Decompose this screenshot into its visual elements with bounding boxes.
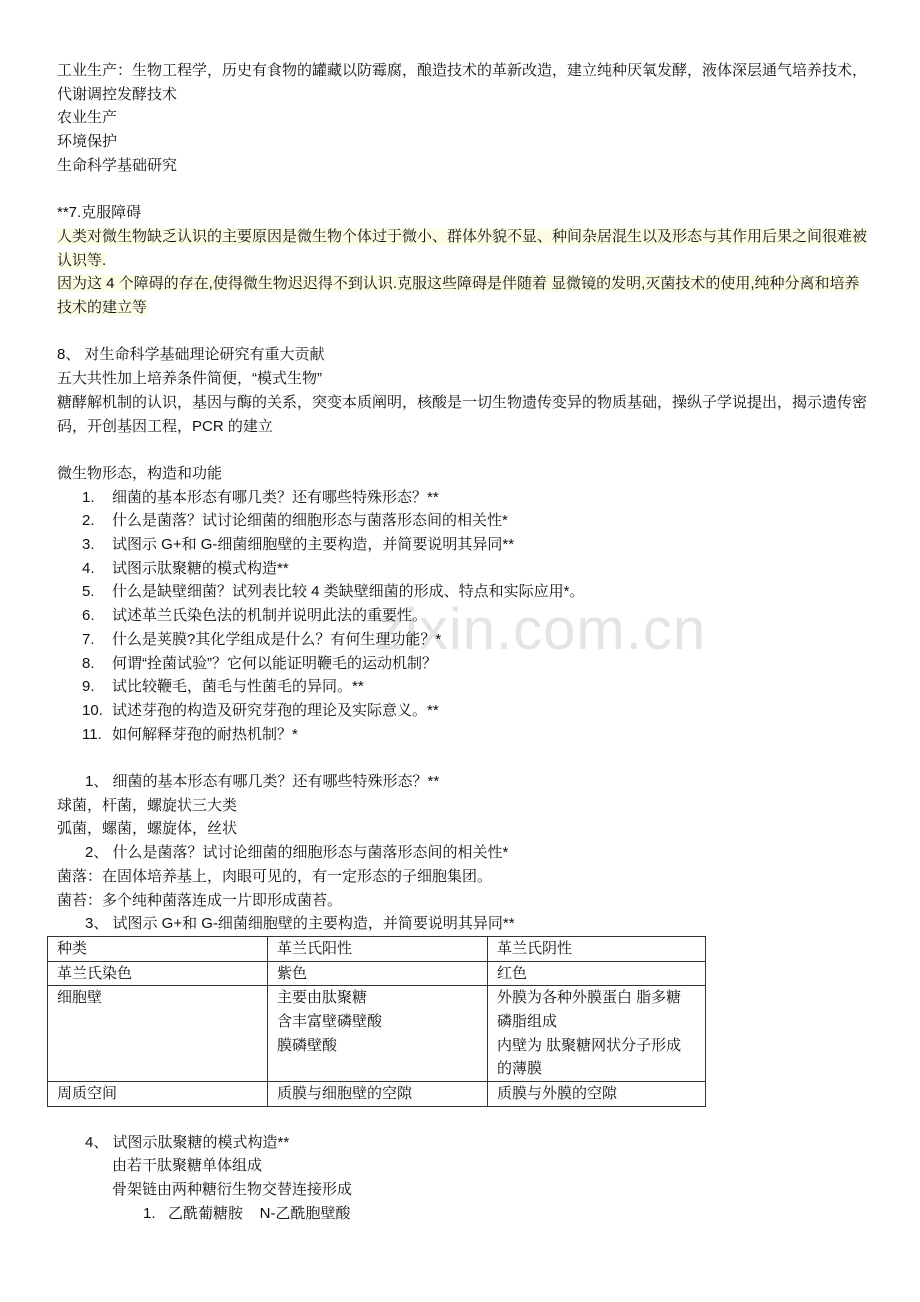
answer4-line2: 骨架链由两种糖衍生物交替连接形成 [112, 1180, 353, 1198]
list-number: 6. [82, 607, 95, 625]
list-number: 9. [82, 678, 95, 696]
list-number: 11. [82, 725, 102, 743]
question-list [57, 486, 867, 747]
answer3-question: 3、 试图示 G+和 G-细菌细胞壁的主要构造，并简要说明其异同** [85, 915, 515, 933]
answer2-line1: 菌落：在固体培养基上，肉眼可见的，有一定形态的子细胞集团。 [57, 867, 493, 885]
list-number: 1. [82, 488, 95, 506]
list-number: 1. [143, 1204, 156, 1222]
table-cell: 周质空间 [48, 1082, 268, 1107]
cell-line: 含丰富壁磷壁酸 [277, 1013, 383, 1031]
table-row [48, 961, 706, 986]
list-number: 4. [82, 559, 95, 577]
list-text: 什么是荚膜?其化学组成是什么？有何生理功能？* [112, 630, 442, 648]
cell-line: 内壁为 肽聚糖网状分子形成的薄膜 [497, 1036, 682, 1078]
table-row [48, 986, 706, 1082]
list-text: 乙酰葡糖胺 N-乙酰胞壁酸 [168, 1204, 351, 1222]
section8-line1: 五大共性加上培养条件简便，“模式生物” [57, 370, 322, 388]
table-cell: 质膜与外膜的空隙 [488, 1082, 706, 1107]
list-item [57, 604, 867, 628]
list-item [57, 509, 867, 533]
list-number: 7. [82, 630, 95, 648]
table-row [48, 1082, 706, 1107]
section8-line2: 糖酵解机制的认识，基因与酶的关系，突变本质阐明，核酸是一切生物遗传变异的物质基础，操纵子学说提出，揭示遗传密码，开创基因工程，PCR 的建立 [57, 393, 868, 435]
list-text: 试图示 G+和 G-细菌细胞壁的主要构造，并简要说明其异同** [112, 536, 515, 554]
list-text: 何谓“拴菌试验”？它何以能证明鞭毛的运动机制？ [112, 654, 437, 672]
list-item [57, 723, 867, 747]
table-header: 种类 [48, 936, 268, 961]
section7-para1: 人类对微生物缺乏认识的主要原因是微生物个体过于微小、群体外貌不显、种间杂居混生以及形态与其作用后果之间很难被认识等. [57, 227, 868, 269]
answer1-question: 1、 细菌的基本形态有哪几类？还有哪些特殊形态？** [85, 773, 440, 791]
environment-line: 环境保护 [57, 133, 118, 151]
table-header: 革兰氏阴性 [488, 936, 706, 961]
list-text: 如何解释芽孢的耐热机制？* [112, 725, 298, 743]
list-item [57, 675, 867, 699]
list-text: 试比较鞭毛，菌毛与性菌毛的异同。** [112, 678, 364, 696]
answer2-question: 2、 什么是菌落？试讨论细菌的细胞形态与菌落形态间的相关性* [85, 844, 509, 862]
list-item [57, 557, 867, 581]
table-cell [488, 986, 706, 1082]
answer2-line2: 菌苔：多个纯种菌落连成一片即形成菌苔。 [57, 891, 343, 909]
list-text: 什么是菌落？试讨论细菌的细胞形态与菌落形态间的相关性* [112, 512, 508, 530]
table-cell: 紫色 [268, 961, 488, 986]
table-cell: 细胞壁 [48, 986, 268, 1082]
list-number: 8. [82, 654, 95, 672]
list-item [57, 652, 867, 676]
section7-title: **7.克服障碍 [57, 204, 142, 222]
table-cell: 红色 [488, 961, 706, 986]
cell-wall-comparison-table [47, 936, 706, 1107]
list-item [57, 699, 867, 723]
list-text: 什么是缺壁细菌？试列表比较 4 类缺壁细菌的形成、特点和实际应用*。 [112, 583, 585, 601]
cell-line: 主要由肽聚糖 [277, 989, 368, 1007]
table-cell: 革兰氏染色 [48, 961, 268, 986]
table-header-row [48, 936, 706, 961]
agriculture-line: 农业生产 [57, 109, 118, 127]
chapter-title: 微生物形态，构造和功能 [57, 464, 223, 482]
list-number: 2. [82, 512, 95, 530]
answer4-question: 4、 试图示肽聚糖的模式构造** [85, 1133, 290, 1151]
answer1-line1: 球菌，杆菌，螺旋状三大类 [57, 796, 238, 814]
industry-paragraph: 工业生产：生物工程学，历史有食物的罐藏以防霉腐，酿造技术的革新改造，建立纯种厌氧发酵，液体深层通气培养技术，代谢调控发酵技术 [57, 62, 868, 103]
document-page [57, 59, 867, 1225]
answer4-list-item [57, 1202, 867, 1226]
list-item [57, 628, 867, 652]
list-number: 5. [82, 583, 95, 601]
list-item [57, 486, 867, 510]
list-number: 10. [82, 701, 103, 719]
answer1-line2: 弧菌，螺菌，螺旋体，丝状 [57, 820, 238, 838]
list-text: 试述芽孢的构造及研究芽孢的理论及实际意义。** [112, 701, 439, 719]
section8-title: 8、 对生命科学基础理论研究有重大贡献 [57, 346, 325, 364]
list-number: 3. [82, 536, 95, 554]
answer4-line1: 由若干肽聚糖单体组成 [112, 1157, 263, 1175]
list-item [57, 580, 867, 604]
list-item [57, 533, 867, 557]
basic-research-line: 生命科学基础研究 [57, 156, 178, 174]
table-header: 革兰氏阳性 [268, 936, 488, 961]
cell-line: 外膜为各种外膜蛋白 脂多糖磷脂组成 [497, 989, 682, 1031]
section7-para2: 因为这 4 个障碍的存在,使得微生物迟迟得不到认识.克服这些障碍是伴随着 显微镜的发明,灭菌技术的使用,纯种分离和培养技术的建立等 [57, 275, 860, 317]
table-cell [268, 986, 488, 1082]
list-text: 试图示肽聚糖的模式构造** [112, 559, 289, 577]
watermark: zixin.com.cn [375, 597, 707, 662]
table-cell: 质膜与细胞壁的空隙 [268, 1082, 488, 1107]
list-text: 细菌的基本形态有哪几类？还有哪些特殊形态？** [112, 488, 439, 506]
list-text: 试述革兰氏染色法的机制并说明此法的重要性。 [112, 607, 428, 625]
cell-line: 膜磷壁酸 [277, 1036, 338, 1054]
